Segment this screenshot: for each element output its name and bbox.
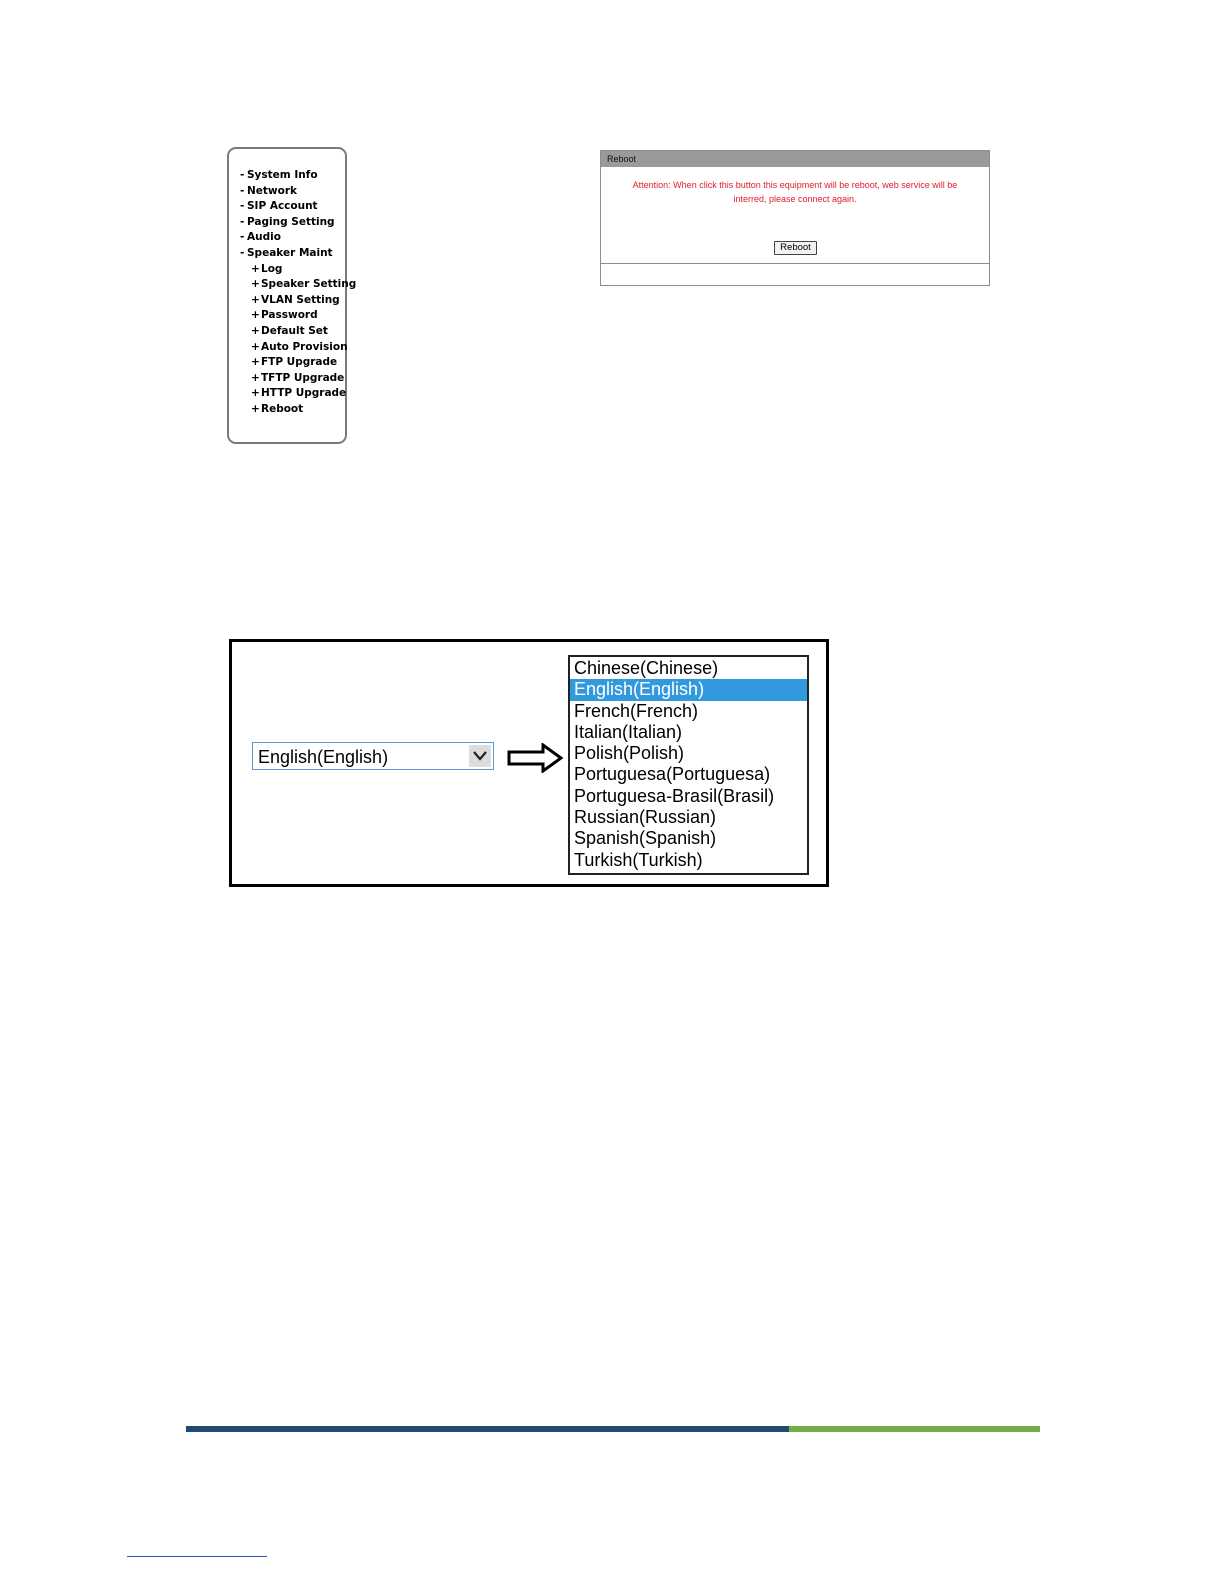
nav-bullet: - <box>240 200 245 213</box>
reboot-panel <box>600 150 990 286</box>
nav-bullet: + <box>251 371 260 384</box>
language-option[interactable]: Turkish(Turkish) <box>574 849 703 870</box>
nav-item-label: SIP Account <box>247 200 318 213</box>
nav-menu-panel <box>227 147 357 444</box>
nav-item-paging-setting[interactable] <box>240 215 356 231</box>
nav-subitem-tftp-upgrade[interactable] <box>240 371 356 387</box>
nav-bullet: - <box>240 184 245 197</box>
nav-bullet: + <box>251 387 260 400</box>
language-dropdown-list <box>568 655 809 875</box>
nav-subitem-reboot[interactable] <box>240 402 356 418</box>
nav-subitem-label: Password <box>261 309 318 322</box>
nav-item-label: Audio <box>247 231 281 244</box>
nav-subitem-label: Speaker Setting <box>261 278 357 291</box>
nav-subitem-password[interactable] <box>240 308 356 324</box>
nav-bullet: + <box>251 262 260 275</box>
language-figure <box>229 639 829 887</box>
reboot-button[interactable]: Reboot <box>774 241 817 255</box>
language-option[interactable]: Portuguesa-Brasil(Brasil) <box>574 785 775 806</box>
nav-bullet: + <box>251 324 260 337</box>
nav-bullet: - <box>240 246 245 259</box>
nav-bullet: + <box>251 278 260 291</box>
nav-subitem-label: Reboot <box>261 402 304 415</box>
nav-item-label: System Info <box>247 169 318 181</box>
nav-item-audio[interactable] <box>240 230 356 246</box>
nav-item-speaker-maint[interactable] <box>240 246 356 262</box>
nav-subitem-default-set[interactable] <box>240 324 356 340</box>
nav-item-network[interactable] <box>240 184 356 200</box>
nav-subitem-speaker-setting[interactable] <box>240 277 356 293</box>
nav-item-sip-account[interactable] <box>240 199 356 215</box>
language-option[interactable]: French(French) <box>574 700 699 721</box>
nav-bullet: - <box>240 215 245 228</box>
nav-subitem-label: Default Set <box>261 324 328 337</box>
nav-bullet: + <box>251 309 260 322</box>
nav-menu <box>240 168 356 418</box>
nav-bullet: + <box>251 340 260 353</box>
footer-bar-green <box>789 1426 1040 1432</box>
nav-subitem-http-upgrade[interactable] <box>240 386 356 402</box>
reboot-panel-title: Reboot <box>601 151 989 167</box>
arrow-right-icon <box>507 743 563 773</box>
language-select[interactable] <box>252 742 494 770</box>
nav-subitem-log[interactable] <box>240 262 356 278</box>
nav-subitem-vlan-setting[interactable] <box>240 293 356 309</box>
nav-subitem-ftp-upgrade[interactable] <box>240 355 356 371</box>
nav-subitem-label: Auto Provision <box>261 340 348 353</box>
chevron-down-icon[interactable] <box>469 745 491 767</box>
nav-item-label: Network <box>247 184 298 197</box>
nav-bullet: + <box>251 293 260 306</box>
nav-item-label: Speaker Maint <box>247 246 333 259</box>
footer-link-underline <box>127 1556 267 1557</box>
reboot-attention-message: Attention: When click this button this equipment will be reboot, web service will be interred, please connect again. <box>632 180 958 204</box>
language-option[interactable]: Spanish(Spanish) <box>574 828 717 849</box>
nav-subitem-label: TFTP Upgrade <box>261 371 345 384</box>
nav-subitem-label: FTP Upgrade <box>261 356 338 369</box>
nav-bullet: + <box>251 402 260 415</box>
nav-item-system-info[interactable] <box>240 168 356 184</box>
nav-item-label: Paging Setting <box>247 215 335 228</box>
divider <box>601 263 989 264</box>
language-option[interactable]: Polish(Polish) <box>574 743 685 764</box>
language-select-value: English(English) <box>258 747 389 767</box>
nav-subitem-label: VLAN Setting <box>261 293 340 306</box>
footer-bar-blue <box>186 1426 789 1432</box>
nav-bullet: + <box>251 356 260 369</box>
language-option[interactable]: Chinese(Chinese) <box>574 658 719 678</box>
nav-bullet: - <box>240 231 245 244</box>
nav-bullet: - <box>240 169 245 181</box>
nav-subitem-label: Log <box>261 262 283 275</box>
language-option[interactable]: Russian(Russian) <box>574 807 717 828</box>
nav-subitem-auto-provision[interactable] <box>240 340 356 356</box>
language-option[interactable]: Portuguesa(Portuguesa) <box>574 764 771 785</box>
language-option-selected[interactable]: English(English) <box>570 679 807 700</box>
nav-subitem-label: HTTP Upgrade <box>261 387 347 400</box>
language-option[interactable]: Italian(Italian) <box>574 721 683 742</box>
